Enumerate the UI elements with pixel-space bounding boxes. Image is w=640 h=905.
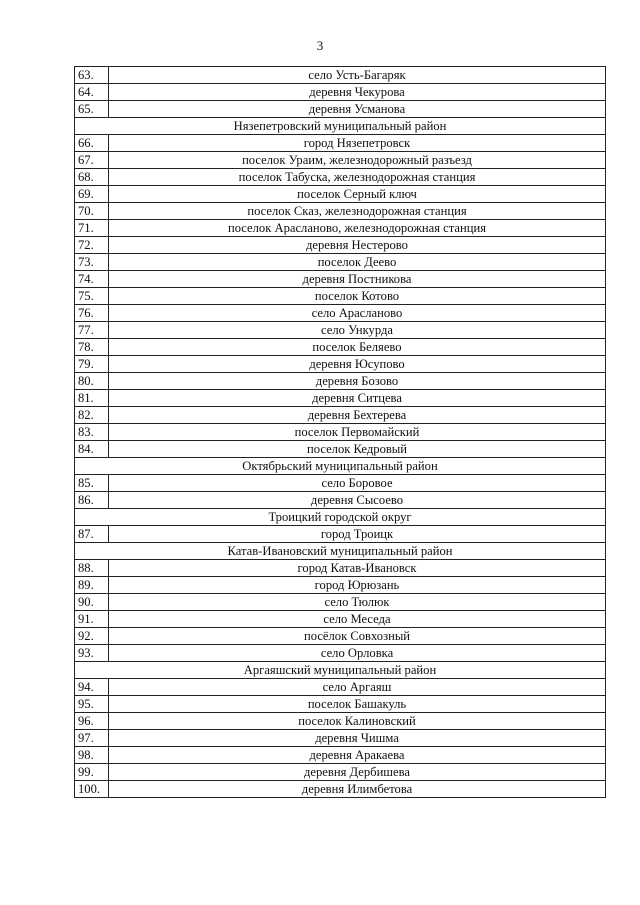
settlement-name: деревня Аракаева: [109, 747, 606, 764]
settlement-name: село Усть-Багаряк: [109, 67, 606, 84]
settlement-name: город Троицк: [109, 526, 606, 543]
row-number: 73.: [75, 254, 109, 271]
settlement-name: деревня Постникова: [109, 271, 606, 288]
settlements-table-body: [75, 67, 606, 798]
district-name: Троицкий городской округ: [75, 509, 606, 526]
table-row: [75, 781, 606, 798]
settlement-name: поселок Башакуль: [109, 696, 606, 713]
settlement-name: поселок Беляево: [109, 339, 606, 356]
row-number: 81.: [75, 390, 109, 407]
settlement-name: посёлок Совхозный: [109, 628, 606, 645]
table-row: [75, 730, 606, 747]
table-row: [75, 169, 606, 186]
settlement-name: село Ункурда: [109, 322, 606, 339]
row-number: 100.: [75, 781, 109, 798]
settlements-table: [74, 66, 606, 798]
settlement-name: город Катав-Ивановск: [109, 560, 606, 577]
settlement-name: деревня Усманова: [109, 101, 606, 118]
row-number: 92.: [75, 628, 109, 645]
row-number: 65.: [75, 101, 109, 118]
table-row: [75, 577, 606, 594]
settlement-name: поселок Первомайский: [109, 424, 606, 441]
settlement-name: поселок Серный ключ: [109, 186, 606, 203]
table-row: [75, 339, 606, 356]
row-number: 74.: [75, 271, 109, 288]
table-row: [75, 101, 606, 118]
table-row: [75, 220, 606, 237]
row-number: 66.: [75, 135, 109, 152]
district-name: Катав-Ивановский муниципальный район: [75, 543, 606, 560]
settlement-name: деревня Чишма: [109, 730, 606, 747]
settlement-name: деревня Чекурова: [109, 84, 606, 101]
settlement-name: поселок Котово: [109, 288, 606, 305]
settlement-name: деревня Илимбетова: [109, 781, 606, 798]
table-row: [75, 186, 606, 203]
row-number: 98.: [75, 747, 109, 764]
table-row: [75, 628, 606, 645]
district-name: Октябрьский муниципальный район: [75, 458, 606, 475]
row-number: 77.: [75, 322, 109, 339]
row-number: 63.: [75, 67, 109, 84]
district-header-row: [75, 662, 606, 679]
row-number: 64.: [75, 84, 109, 101]
row-number: 90.: [75, 594, 109, 611]
settlement-name: село Арасланово: [109, 305, 606, 322]
district-name: Нязепетровский муниципальный район: [75, 118, 606, 135]
table-row: [75, 152, 606, 169]
district-header-row: [75, 118, 606, 135]
settlement-name: деревня Сысоево: [109, 492, 606, 509]
settlement-name: село Орловка: [109, 645, 606, 662]
table-row: [75, 560, 606, 577]
row-number: 71.: [75, 220, 109, 237]
row-number: 75.: [75, 288, 109, 305]
table-row: [75, 407, 606, 424]
row-number: 84.: [75, 441, 109, 458]
settlement-name: поселок Сказ, железнодорожная станция: [109, 203, 606, 220]
row-number: 72.: [75, 237, 109, 254]
table-row: [75, 424, 606, 441]
table-row: [75, 356, 606, 373]
settlement-name: поселок Деево: [109, 254, 606, 271]
row-number: 70.: [75, 203, 109, 220]
settlement-name: город Юрюзань: [109, 577, 606, 594]
row-number: 88.: [75, 560, 109, 577]
settlement-name: поселок Арасланово, железнодорожная станция: [109, 220, 606, 237]
table-row: [75, 271, 606, 288]
table-row: [75, 679, 606, 696]
table-row: [75, 322, 606, 339]
row-number: 68.: [75, 169, 109, 186]
settlement-name: поселок Табуска, железнодорожная станция: [109, 169, 606, 186]
row-number: 85.: [75, 475, 109, 492]
table-row: [75, 203, 606, 220]
table-row: [75, 237, 606, 254]
settlement-name: село Тюлюк: [109, 594, 606, 611]
settlement-name: село Аргаяш: [109, 679, 606, 696]
table-row: [75, 696, 606, 713]
settlement-name: город Нязепетровск: [109, 135, 606, 152]
table-row: [75, 594, 606, 611]
row-number: 99.: [75, 764, 109, 781]
row-number: 91.: [75, 611, 109, 628]
row-number: 89.: [75, 577, 109, 594]
row-number: 95.: [75, 696, 109, 713]
settlement-name: деревня Юсупово: [109, 356, 606, 373]
table-row: [75, 475, 606, 492]
settlement-name: деревня Нестерово: [109, 237, 606, 254]
table-row: [75, 713, 606, 730]
settlement-name: село Боровое: [109, 475, 606, 492]
table-row: [75, 645, 606, 662]
row-number: 93.: [75, 645, 109, 662]
row-number: 86.: [75, 492, 109, 509]
table-row: [75, 67, 606, 84]
row-number: 79.: [75, 356, 109, 373]
district-header-row: [75, 543, 606, 560]
settlement-name: поселок Кедровый: [109, 441, 606, 458]
row-number: 78.: [75, 339, 109, 356]
settlement-name: деревня Ситцева: [109, 390, 606, 407]
table-row: [75, 492, 606, 509]
settlement-name: деревня Дербишева: [109, 764, 606, 781]
row-number: 67.: [75, 152, 109, 169]
row-number: 69.: [75, 186, 109, 203]
table-row: [75, 526, 606, 543]
page-number: 3: [316, 38, 324, 53]
row-number: 82.: [75, 407, 109, 424]
district-header-row: [75, 458, 606, 475]
table-row: [75, 611, 606, 628]
district-name: Аргаяшский муниципальный район: [75, 662, 606, 679]
table-row: [75, 747, 606, 764]
row-number: 87.: [75, 526, 109, 543]
settlement-name: деревня Бозово: [109, 373, 606, 390]
row-number: 80.: [75, 373, 109, 390]
row-number: 76.: [75, 305, 109, 322]
settlement-name: поселок Калиновский: [109, 713, 606, 730]
table-row: [75, 305, 606, 322]
table-row: [75, 390, 606, 407]
table-row: [75, 373, 606, 390]
table-row: [75, 84, 606, 101]
row-number: 94.: [75, 679, 109, 696]
row-number: 97.: [75, 730, 109, 747]
row-number: 83.: [75, 424, 109, 441]
row-number: 96.: [75, 713, 109, 730]
settlement-name: поселок Ураим, железнодорожный разъезд: [109, 152, 606, 169]
settlement-name: деревня Бехтерева: [109, 407, 606, 424]
table-row: [75, 254, 606, 271]
table-row: [75, 764, 606, 781]
table-row: [75, 441, 606, 458]
district-header-row: [75, 509, 606, 526]
table-row: [75, 288, 606, 305]
table-row: [75, 135, 606, 152]
settlement-name: село Меседа: [109, 611, 606, 628]
